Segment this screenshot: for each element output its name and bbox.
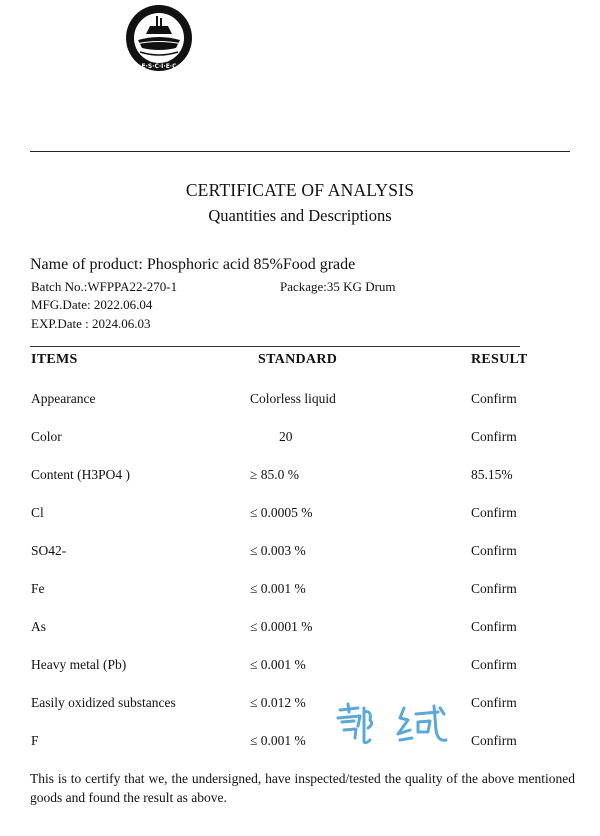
item-cell: Fe bbox=[31, 581, 45, 596]
standard-cell: ≥ 85.0 % bbox=[250, 467, 300, 482]
package-info: Package:35 KG Drum bbox=[280, 279, 396, 294]
column-header-items: ITEMS bbox=[31, 352, 78, 367]
item-cell: Cl bbox=[31, 505, 44, 520]
item-cell: Appearance bbox=[31, 391, 96, 406]
column-header-standard: STANDARD bbox=[258, 352, 338, 367]
table-divider bbox=[30, 346, 520, 347]
table-row bbox=[0, 619, 600, 639]
item-cell: Heavy metal (Pb) bbox=[31, 657, 127, 672]
document-title: CERTIFICATE OF ANALYSIS bbox=[185, 180, 415, 200]
result-cell: 85.15% bbox=[471, 467, 513, 482]
table-row bbox=[0, 505, 600, 525]
item-cell: Color bbox=[31, 429, 62, 444]
result-cell: Confirm bbox=[471, 733, 517, 748]
handwritten-signature-icon bbox=[334, 700, 454, 750]
item-cell: SO42- bbox=[31, 543, 67, 558]
logo-text: E·S·C·I·E·C bbox=[141, 63, 177, 70]
standard-cell: ≤ 0.001 % bbox=[250, 657, 306, 672]
result-cell: Confirm bbox=[471, 581, 517, 596]
item-cell: Easily oxidized substances bbox=[31, 695, 176, 710]
product-name: Name of product: Phosphoric acid 85%Food grade bbox=[30, 256, 356, 273]
result-cell: Confirm bbox=[471, 695, 517, 710]
standard-cell: Colorless liquid bbox=[250, 391, 336, 406]
mfg-date: MFG.Date: 2022.06.04 bbox=[31, 297, 153, 312]
result-cell: Confirm bbox=[471, 543, 517, 558]
result-cell: Confirm bbox=[471, 429, 517, 444]
certification-statement: This is to certify that we, the undersigned, have inspected/tested the quality of the above mentioned goods and found the result as above. bbox=[30, 771, 575, 805]
company-logo-seal-icon bbox=[124, 4, 194, 72]
standard-cell: ≤ 0.0001 % bbox=[250, 619, 313, 634]
item-cell: Content (H3PO4 ) bbox=[31, 467, 130, 482]
document-subtitle: Quantities and Descriptions bbox=[208, 206, 392, 225]
table-row bbox=[0, 391, 600, 411]
table-row bbox=[0, 467, 600, 487]
table-row bbox=[0, 581, 600, 601]
batch-number: Batch No.:WFPPA22-270-1 bbox=[31, 279, 178, 294]
result-cell: Confirm bbox=[471, 505, 517, 520]
result-cell: Confirm bbox=[471, 391, 517, 406]
exp-date: EXP.Date : 2024.06.03 bbox=[31, 316, 151, 331]
column-header-result: RESULT bbox=[471, 352, 528, 367]
item-cell: F bbox=[31, 733, 39, 748]
standard-cell: ≤ 0.0005 % bbox=[250, 505, 313, 520]
result-cell: Confirm bbox=[471, 657, 517, 672]
table-row bbox=[0, 657, 600, 677]
standard-cell: ≤ 0.001 % bbox=[250, 581, 306, 596]
result-cell: Confirm bbox=[471, 619, 517, 634]
standard-cell: ≤ 0.003 % bbox=[250, 543, 306, 558]
header-divider bbox=[30, 151, 570, 152]
standard-cell: ≤ 0.012 % bbox=[250, 695, 306, 710]
standard-cell: 20 bbox=[279, 429, 293, 444]
item-cell: As bbox=[31, 619, 47, 634]
standard-cell: ≤ 0.001 % bbox=[250, 733, 306, 748]
table-row bbox=[0, 733, 600, 753]
table-row bbox=[0, 543, 600, 563]
table-row bbox=[0, 695, 600, 715]
table-row bbox=[0, 429, 600, 449]
